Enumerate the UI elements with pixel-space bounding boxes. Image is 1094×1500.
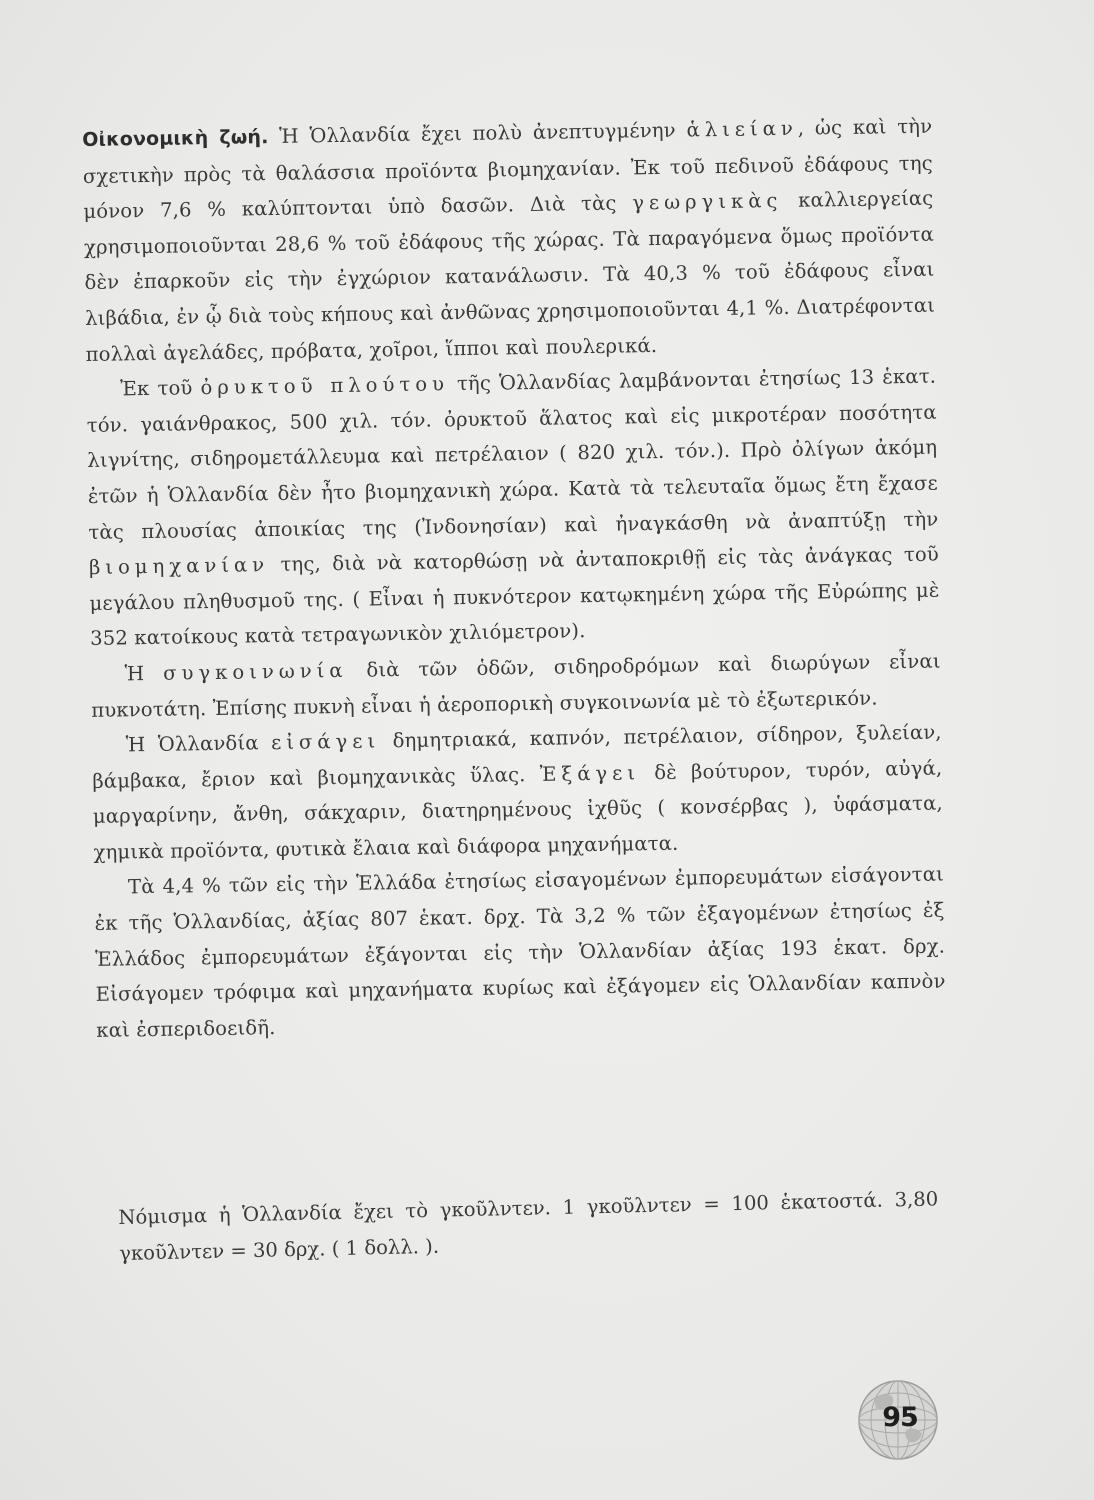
paragraph-currency: Νόμισμα ἡ Ὁλλανδία ἔχει τὸ γκοῦλντεν. 1 γκοῦλντεν = 100 ἑκατοστά. 3,80 γκοῦλντεν = 30 δρχ. ( 1 δολλ. ).: [118, 1187, 939, 1265]
page-number: 95: [882, 1402, 918, 1433]
text-run: Ἐκ τοῦ: [120, 376, 201, 401]
emphasis-mineral-wealth: ὀρυκτοῦ πλούτου: [200, 372, 450, 400]
emphasis-transport: συγκοινωνία: [162, 658, 348, 685]
text-run: τῆς Ὁλλανδίας λαμβάνονται ἐτησίως 13 ἑκατ. τόν. γαιάνθρακος, 500 χιλ. τόν. ὀρυκτοῦ ἅλατος καὶ εἰς μικροτέραν ποσότητα λιγνίτης, σιδηρομετάλλευμα καὶ πετρέλαιον ( 820 χιλ. τόν.). Πρὸ ὀλίγων ἀκόμη ἐτῶν ἡ Ὁλλανδία δὲν ἦτο βιομηχανικὴ χώρα. Κατὰ τὰ τελευταῖα ὅμως ἔτη ἔχασε τὰς πλουσίας ἀποικίας της (Ἰνδονησίαν) καὶ ἠναγκάσθη νὰ ἀναπτύξῃ τὴν: [86, 364, 939, 544]
paragraph-transport: [90, 643, 941, 728]
paragraph-greek-trade: Τὰ 4,4 % τῶν εἰς τὴν Ἑλλάδα ἐτησίως εἰσαγομένων ἐμπορευμάτων εἰσάγονται ἐκ τῆς Ὁλλανδίας, ἀξίας 807 ἑκατ. δρχ. Τὰ 3,2 % τῶν ἐξαγομένων ἐτησίως ἐξ Ἑλλάδος ἐμπορευμάτων ἐξάγονται εἰς τὴν Ὁλλανδίαν ἀξίας 193 ἑκατ. δρχ. Εἰσάγομεν τρόφιμα καὶ μηχανήματα κυρίως καὶ ἐξάγομεν εἰς Ὁλλανδίαν καπνὸν καὶ ἐσπεριδοειδῆ.: [94, 863, 946, 1042]
text-run: Ἡ Ὁλλανδία: [125, 731, 272, 757]
emphasis-agricultural: γεωργικὰς: [632, 189, 783, 215]
text-run: , ὡς καὶ τὴν σχετικὴν πρὸς τὰ θαλάσσια προϊόντα βιομηχανίαν. Ἐκ τοῦ πεδινοῦ ἐδάφους της μόνον 7,6 % καλύπτονται ὑπὸ δασῶν. Διὰ τὰς: [82, 114, 933, 224]
text-run: δὲ βούτυρον, τυρόν, αὐγά, μαργαρίνην, ἄνθη, σάκχαριν, διατηρημένους ἰχθῦς ( κονσέρβας ), ὑφάσματα, χημικὰ προϊόντα, φυτικὰ ἔλαια καὶ διάφορα μηχανήματα.: [92, 756, 943, 864]
text-run: διὰ τῶν ὁδῶν, σιδηροδρόμων καὶ διωρύγων εἶναι πυκνοτάτη. Ἐπίσης πυκνὴ εἶναι ἡ ἀεροπορικὴ συγκοινωνία μὲ τὸ ἐξωτερικόν.: [91, 649, 941, 722]
text-run: της, διὰ νὰ κατορθώσῃ νὰ ἀνταποκριθῇ εἰς τὰς ἀνάγκας τοῦ μεγάλου πληθυσμοῦ της. ( Εἶναι ἡ πυκνότερον κατῳκημένη χώρα τῆς Εὐρώπης μὲ 352 κατοίκους κατὰ τετραγωνικὸν χιλιόμετρον).: [89, 542, 940, 651]
section-heading: Οἰκονομικὴ ζωή.: [82, 126, 269, 151]
body-text: [82, 109, 946, 1049]
emphasis-imports: εἰσάγει: [270, 729, 381, 755]
text-run: Ἡ Ὁλλανδία ἔχει πολὺ ἀνεπτυγμένην: [268, 118, 687, 149]
emphasis-industry: βιομηχανίαν: [88, 553, 270, 580]
paragraph-mineral-wealth: [86, 359, 940, 657]
paragraph-economy: [82, 109, 936, 372]
emphasis-fishing: ἁλιείαν: [686, 116, 798, 142]
emphasis-exports: Ἐξάγει: [539, 761, 641, 786]
paragraph-trade: [92, 715, 944, 871]
text-run: καλλιεργείας χρησιμοποιοῦνται 28,6 % τοῦ ἐδάφους τῆς χώρας. Τὰ παραγόμενα ὅμως προϊόντα δὲν ἐπαρκοῦν εἰς τὴν ἐγχώριον κατανάλωσιν. Τὰ 40,3 % τοῦ ἐδάφους εἶναι λιβάδια, ἐν ᾧ διὰ τοὺς κήπους καὶ ἀνθῶνας χρησιμοποιοῦνται 4,1 %. Διατρέφονται πολλαὶ ἀγελάδες, πρόβατα, χοῖροι, ἵπποι καὶ πουλερικά.: [83, 186, 936, 366]
text-run: Ἡ: [124, 661, 164, 686]
text-run: δημητριακά, καπνόν, πετρέλαιον, σίδηρον, ξυλείαν, βάμβακα, ἔριον καὶ βιομηχανικὰς ὕλας.: [92, 720, 942, 793]
